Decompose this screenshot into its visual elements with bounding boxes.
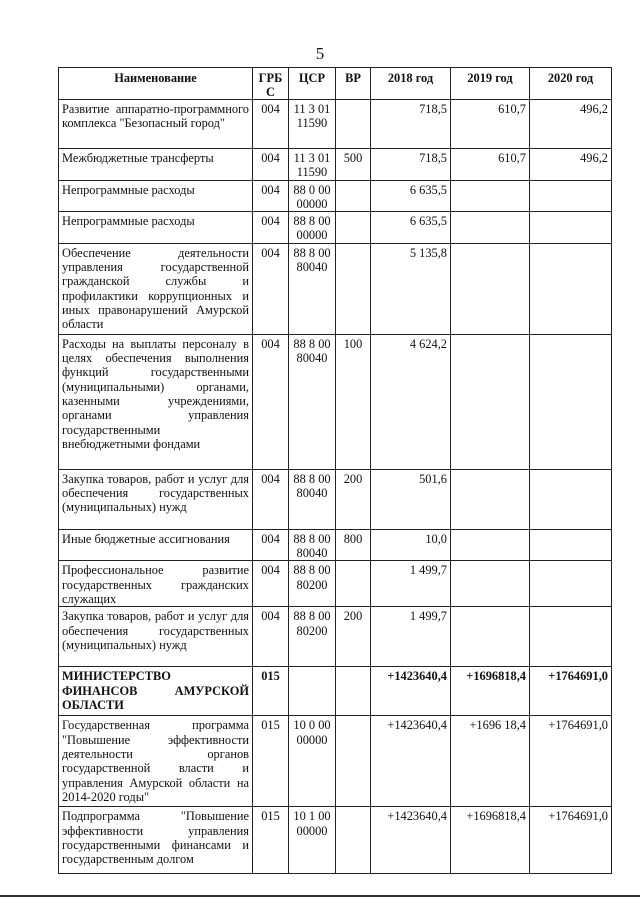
row-2020	[530, 180, 612, 212]
table-row	[59, 243, 612, 334]
row-vr	[336, 100, 371, 149]
row-name: Непрограммные расходы	[59, 212, 253, 244]
row-vr	[336, 807, 371, 874]
row-2020	[530, 607, 612, 667]
row-name: Закупка товаров, работ и услуг для обеспечения государственных (муниципальных) нужд	[59, 607, 253, 667]
table-row	[59, 607, 612, 667]
row-2018: 1 499,7	[371, 607, 451, 667]
row-csr: 11 3 01 11590	[289, 100, 336, 149]
row-csr: 11 3 01 11590	[289, 149, 336, 181]
row-2020	[530, 529, 612, 561]
header-2020: 2020 год	[530, 68, 612, 100]
header-vr: ВР	[336, 68, 371, 100]
row-2018: 1 499,7	[371, 561, 451, 607]
header-grbs	[253, 68, 289, 100]
row-csr: 10 0 00 00000	[289, 716, 336, 807]
row-2020	[530, 469, 612, 529]
row-grbs: 004	[253, 607, 289, 667]
row-grbs: 004	[253, 469, 289, 529]
row-2018: 4 624,2	[371, 334, 451, 469]
row-grbs: 004	[253, 100, 289, 149]
row-2018: 501,6	[371, 469, 451, 529]
row-grbs: 015	[253, 807, 289, 874]
table-body	[59, 100, 612, 874]
row-name: МИНИСТЕРСТВО ФИНАНСОВ АМУРСКОЙ ОБЛАСТИ	[59, 667, 253, 716]
row-name: Подпрограмма "Повышение эффективности управления государственными финансами и государственным долгом	[59, 807, 253, 874]
row-vr	[336, 561, 371, 607]
row-2018: 718,5	[371, 100, 451, 149]
row-name: Межбюджетные трансферты	[59, 149, 253, 181]
row-2020: 496,2	[530, 149, 612, 181]
row-vr	[336, 667, 371, 716]
row-2020: +1764691,0	[530, 807, 612, 874]
row-2019	[451, 243, 530, 334]
row-grbs: 004	[253, 212, 289, 244]
row-csr: 88 8 00 80040	[289, 334, 336, 469]
row-2018: +1423640,4	[371, 807, 451, 874]
row-2018: 6 635,5	[371, 180, 451, 212]
table-row	[59, 149, 612, 181]
row-2019	[451, 469, 530, 529]
row-2020: +1764691,0	[530, 716, 612, 807]
row-2018: 10,0	[371, 529, 451, 561]
table-row	[59, 561, 612, 607]
table-row	[59, 667, 612, 716]
row-vr	[336, 716, 371, 807]
row-grbs: 004	[253, 529, 289, 561]
table-row	[59, 212, 612, 244]
row-vr: 800	[336, 529, 371, 561]
row-name: Государственная программа "Повышение эффективности деятельности органов государственной власти и управления Амурской области на 2014-2020 годы"	[59, 716, 253, 807]
row-2020: 496,2	[530, 100, 612, 149]
row-vr	[336, 212, 371, 244]
row-grbs: 004	[253, 334, 289, 469]
row-name: Обеспечение деятельности управления государственной гражданской службы и профилактики коррупционных и иных правонарушений Амурской области	[59, 243, 253, 334]
row-2019: +1696 18,4	[451, 716, 530, 807]
header-row	[59, 68, 612, 100]
row-2018: 718,5	[371, 149, 451, 181]
row-2020	[530, 243, 612, 334]
row-vr	[336, 243, 371, 334]
row-name: Расходы на выплаты персоналу в целях обеспечения выполнения функций государственными (муниципальными) органами, казенными учреждениями, органами управления государственными внебюджетными фондами	[59, 334, 253, 469]
row-2020	[530, 561, 612, 607]
header-2019: 2019 год	[451, 68, 530, 100]
table-row	[59, 529, 612, 561]
row-csr: 88 8 00 80040	[289, 529, 336, 561]
row-2019	[451, 529, 530, 561]
row-vr: 100	[336, 334, 371, 469]
row-name: Профессиональное развитие государственных гражданских служащих	[59, 561, 253, 607]
row-name: Непрограммные расходы	[59, 180, 253, 212]
table-row	[59, 100, 612, 149]
row-csr: 88 8 00 80040	[289, 243, 336, 334]
table-row	[59, 807, 612, 874]
budget-table	[58, 67, 612, 874]
header-name: Наименование	[59, 68, 253, 100]
row-grbs: 015	[253, 716, 289, 807]
row-2020: +1764691,0	[530, 667, 612, 716]
row-csr: 88 8 00 80200	[289, 561, 336, 607]
table-row	[59, 334, 612, 469]
row-csr: 88 8 00 80040	[289, 469, 336, 529]
row-vr: 500	[336, 149, 371, 181]
bottom-divider	[0, 895, 640, 897]
row-2018: +1423640,4	[371, 667, 451, 716]
row-2019: +1696818,4	[451, 807, 530, 874]
header-grbs-text: ГРБС	[258, 71, 283, 99]
row-2019	[451, 212, 530, 244]
row-vr: 200	[336, 469, 371, 529]
table-row	[59, 716, 612, 807]
row-grbs: 015	[253, 667, 289, 716]
header-csr: ЦСР	[289, 68, 336, 100]
row-2020	[530, 212, 612, 244]
row-2020	[530, 334, 612, 469]
header-2018: 2018 год	[371, 68, 451, 100]
row-2019	[451, 561, 530, 607]
row-2019	[451, 180, 530, 212]
row-vr: 200	[336, 607, 371, 667]
row-2019: 610,7	[451, 100, 530, 149]
row-csr: 88 0 00 00000	[289, 180, 336, 212]
row-2019	[451, 334, 530, 469]
row-csr: 88 8 00 00000	[289, 212, 336, 244]
table-row	[59, 180, 612, 212]
row-grbs: 004	[253, 149, 289, 181]
row-2018: 5 135,8	[371, 243, 451, 334]
row-name: Развитие аппаратно-программного комплекса "Безопасный город"	[59, 100, 253, 149]
row-csr: 10 1 00 00000	[289, 807, 336, 874]
table-row	[59, 469, 612, 529]
page-number: 5	[315, 44, 325, 63]
row-2019: 610,7	[451, 149, 530, 181]
row-name: Закупка товаров, работ и услуг для обеспечения государственных (муниципальных) нужд	[59, 469, 253, 529]
row-2018: 6 635,5	[371, 212, 451, 244]
row-name: Иные бюджетные ассигнования	[59, 529, 253, 561]
row-vr	[336, 180, 371, 212]
row-2019: +1696818,4	[451, 667, 530, 716]
row-csr	[289, 667, 336, 716]
row-grbs: 004	[253, 180, 289, 212]
row-csr: 88 8 00 80200	[289, 607, 336, 667]
row-grbs: 004	[253, 243, 289, 334]
row-2019	[451, 607, 530, 667]
row-2018: +1423640,4	[371, 716, 451, 807]
row-grbs: 004	[253, 561, 289, 607]
